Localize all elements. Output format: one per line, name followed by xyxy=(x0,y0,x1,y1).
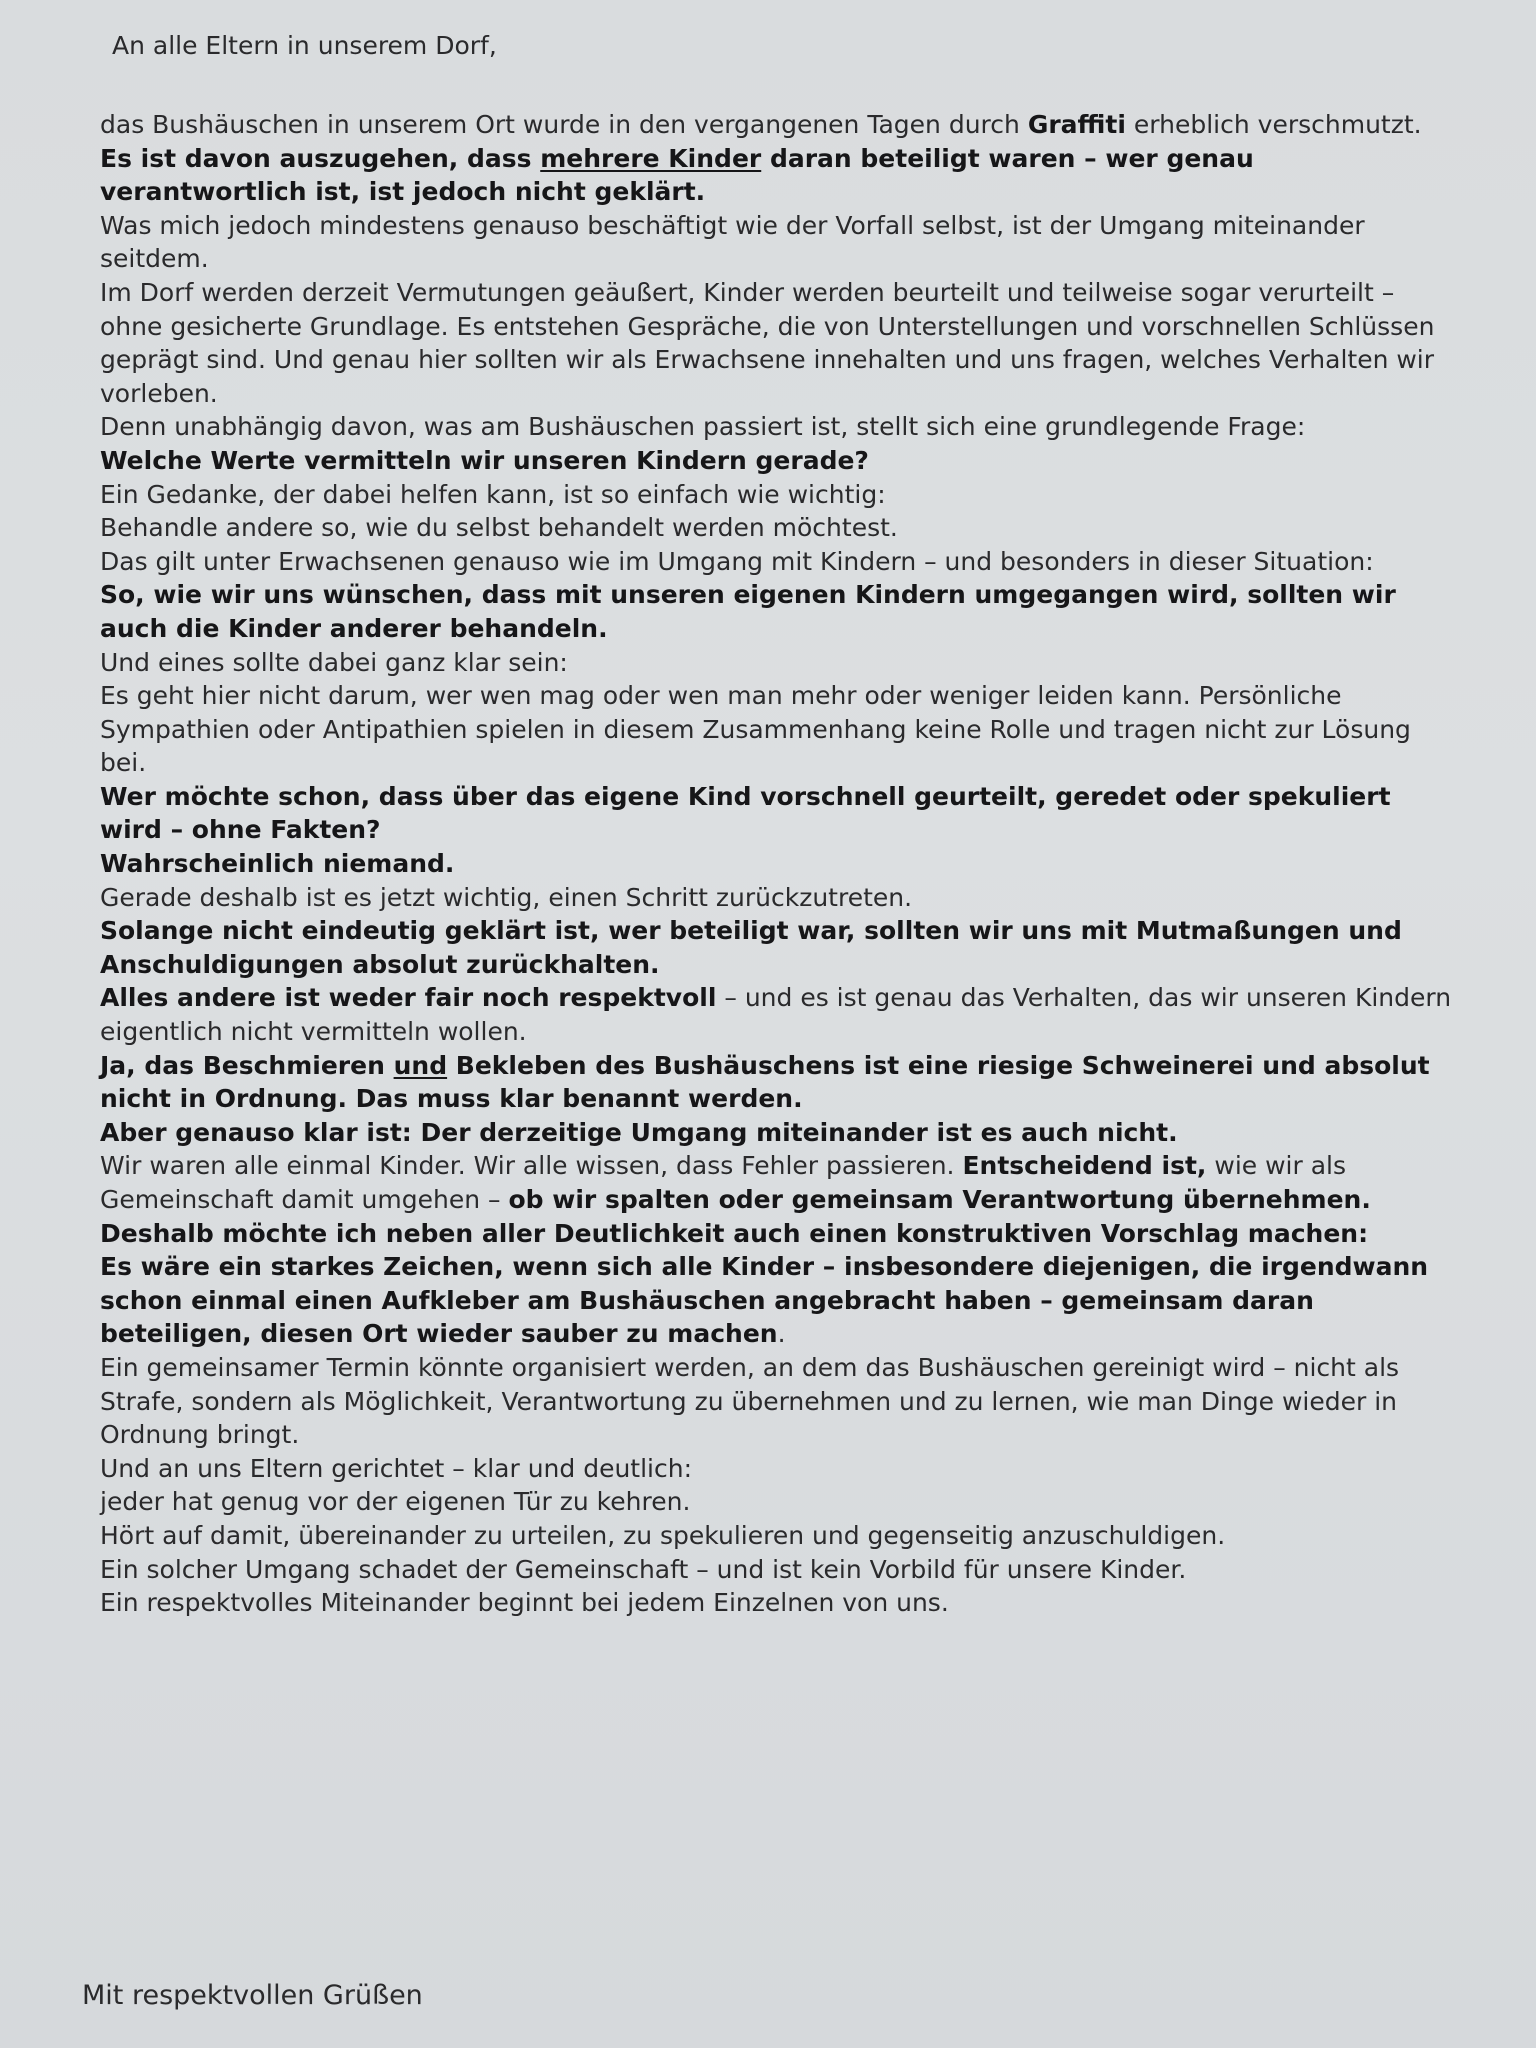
letter-paragraph xyxy=(100,108,1456,209)
bold-text: ob wir spalten oder gemeinsam Verantwortung übernehmen. xyxy=(508,1185,1371,1214)
bold-text: Es ist davon auszugehen, dass xyxy=(100,143,541,173)
letter-paragraph xyxy=(100,276,1456,410)
bold-text: So, wie wir uns wünschen, dass mit unseren eigenen Kindern umgegangen wird, sollten wir auch die Kinder anderer behandeln. xyxy=(100,580,1396,643)
letter-paragraph xyxy=(100,881,1456,915)
bold-text: Bekleben des Bushäuschens ist eine riesige Schweinerei und absolut nicht in Ordnung. Das muss klar benannt werden. xyxy=(100,1050,1430,1114)
letter-paragraph xyxy=(100,646,1456,680)
text-run: Ein gemeinsamer Termin könnte organisiert werden, an dem das Bushäuschen gereinigt wird – nicht als Strafe, sondern als Möglichkeit, Verantwortung zu übernehmen und zu lernen, wie man Dinge wieder in Ordnung bringt. xyxy=(100,1352,1400,1450)
letter-salutation: An alle Eltern in unserem Dorf, xyxy=(112,31,497,60)
bold-text: Aber genauso klar ist: Der derzeitige Umgang miteinander ist es auch nicht. xyxy=(100,1117,1178,1147)
text-run: Und eines sollte dabei ganz klar sein: xyxy=(100,647,568,677)
text-run: . xyxy=(777,1319,786,1349)
letter-paragraph xyxy=(100,1586,1456,1620)
letter-paragraph xyxy=(100,410,1456,444)
bold-text: Es wäre ein starkes Zeichen, wenn sich alle Kinder – insbesondere diejenigen, die irgendwann schon einmal einen Aufkleber am Bushäuschen angebracht haben – gemeinsam daran beteiligen, diesen Ort wieder sauber zu machen xyxy=(100,1252,1429,1349)
text-run: Wir waren alle einmal Kinder. Wir alle wissen, dass Fehler passieren. xyxy=(100,1151,963,1181)
letter-paragraph xyxy=(100,209,1456,276)
letter-paragraph xyxy=(100,578,1456,645)
text-run: Das gilt unter Erwachsenen genauso wie im Umgang mit Kindern – und besonders in dieser Situation: xyxy=(100,546,1374,576)
text-run: Behandle andere so, wie du selbst behandelt werden möchtest. xyxy=(100,513,898,543)
bold-text: mehrere Kinder xyxy=(540,143,762,173)
text-run: Denn unabhängig davon, was am Bushäuschen passiert ist, stellt sich eine grundlegende Frage: xyxy=(100,412,1306,442)
text-run: Es geht hier nicht darum, wer wen mag oder wen man mehr oder weniger leiden kann. Persönliche Sympathien oder Antipathien spielen in diesem Zusammenhang keine Rolle und tragen nicht zur Lösung bei. xyxy=(100,681,1411,778)
letter-paragraph xyxy=(100,511,1456,545)
letter-paragraph xyxy=(100,1452,1456,1486)
bold-text: Welche Werte vermitteln wir unseren Kindern gerade? xyxy=(100,445,869,475)
letter-paragraph xyxy=(100,914,1456,981)
text-run: Ein solcher Umgang schadet der Gemeinschaft – und ist kein Vorbild für unsere Kinder. xyxy=(100,1554,1187,1584)
text-run: jeder hat genug vor der eigenen Tür zu kehren. xyxy=(100,1487,691,1517)
bold-text: Alles andere ist weder fair noch respektvoll xyxy=(100,983,717,1013)
text-run: Im Dorf werden derzeit Vermutungen geäußert, Kinder werden beurteilt und teilweise sogar verurteilt – ohne gesicherte Grundlage. Es entstehen Gespräche, die von Unterstellungen und vorschnellen Schlüssen geprägt sind. Und genau hier sollten wir als Erwachsene innehalten und uns fragen, welches Verhalten wir vorleben. xyxy=(100,277,1435,408)
bold-text: Wer möchte schon, dass über das eigene Kind vorschnell geurteilt, geredet oder spekuliert wird – ohne Fakten? xyxy=(100,781,1391,845)
bold-text: Entscheidend ist, xyxy=(962,1151,1207,1181)
text-run: wie wir als Gemeinschaft damit umgehen – xyxy=(100,1151,1347,1214)
bold-text: daran beteiligt waren – wer genau verantwortlich ist, ist jedoch nicht geklärt. xyxy=(100,143,1254,207)
text-run: Ein respektvolles Miteinander beginnt bei jedem Einzelnen von uns. xyxy=(100,1588,949,1618)
letter-paragraph xyxy=(100,679,1456,780)
letter-paragraph xyxy=(100,1116,1456,1150)
letter-paragraph xyxy=(100,847,1456,881)
letter-paragraph xyxy=(100,1250,1456,1351)
letter-closing: Mit respektvollen Grüßen xyxy=(82,1980,423,2011)
letter-body xyxy=(100,108,1456,1620)
bold-text: Solange nicht eindeutig geklärt ist, wer beteiligt war, sollten wir uns mit Mutmaßungen und Anschuldigungen absolut zurückhalten. xyxy=(100,916,1402,979)
letter-paragraph xyxy=(100,981,1456,1048)
letter-paragraph xyxy=(100,1049,1456,1116)
text-run: Hört auf damit, übereinander zu urteilen, zu spekulieren und gegenseitig anzuschuldigen. xyxy=(100,1520,1226,1550)
bold-text: Deshalb möchte ich neben aller Deutlichkeit auch einen konstruktiven Vorschlag machen: xyxy=(100,1218,1369,1248)
text-run: Gerade deshalb ist es jetzt wichtig, einen Schritt zurückzutreten. xyxy=(100,882,913,912)
letter-paragraph xyxy=(100,545,1456,579)
text-run: – und es ist genau das Verhalten, das wir unseren Kindern eigentlich nicht vermitteln wollen. xyxy=(100,983,1452,1047)
letter-paragraph xyxy=(100,1553,1456,1587)
bold-text: Graffiti xyxy=(1027,110,1126,139)
text-run: erheblich verschmutzt. xyxy=(1125,110,1422,139)
letter-paragraph xyxy=(100,1485,1456,1519)
letter-paragraph xyxy=(100,780,1456,847)
letter-paragraph xyxy=(100,478,1456,512)
text-run: Und an uns Eltern gerichtet – klar und deutlich: xyxy=(100,1453,693,1483)
bold-text: und xyxy=(393,1050,448,1080)
letter-paragraph xyxy=(100,1519,1456,1553)
text-run: das Bushäuschen in unserem Ort wurde in den vergangenen Tagen durch xyxy=(100,110,1028,139)
letter-paragraph xyxy=(100,1149,1456,1216)
letter-paragraph xyxy=(100,444,1456,478)
bold-text: Ja, das Beschmieren xyxy=(100,1050,394,1080)
text-run: Ein Gedanke, der dabei helfen kann, ist so einfach wie wichtig: xyxy=(100,479,886,509)
bold-text: Wahrscheinlich niemand. xyxy=(100,849,455,879)
text-run: Was mich jedoch mindestens genauso beschäftigt wie der Vorfall selbst, ist der Umgang miteinander seitdem. xyxy=(100,210,1365,274)
letter-paragraph xyxy=(100,1217,1456,1251)
letter-paragraph xyxy=(100,1351,1456,1452)
